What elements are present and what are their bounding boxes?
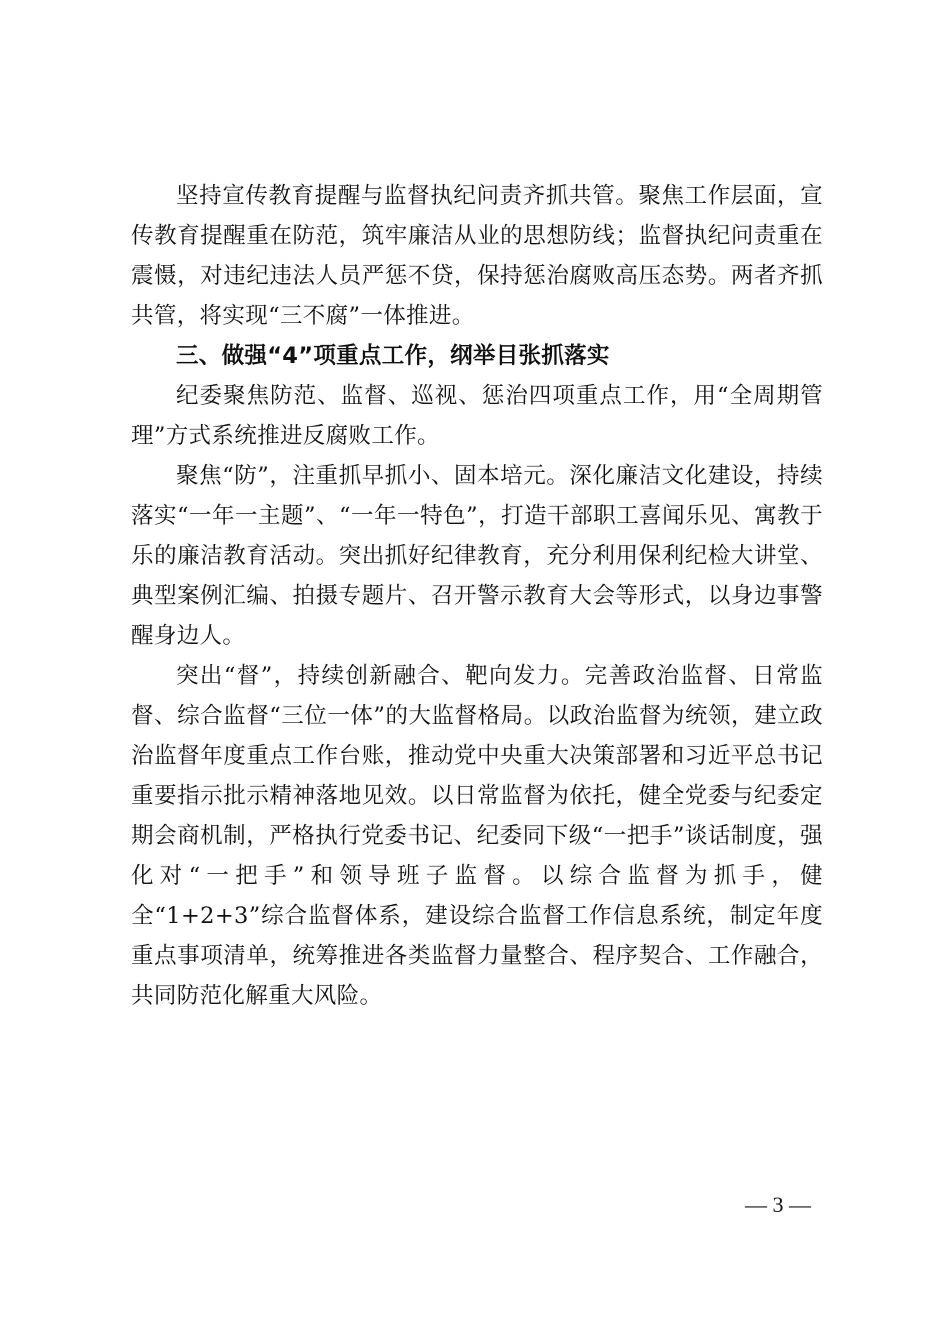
paragraph-joint-management: 坚持宣传教育提醒与监督执纪问责齐抓共管。聚焦工作层面，宣传教育提醒重在防范，筑牢廉洁从业的思想防线；监督执纪问责重在震慑，对违纪违法人员严惩不贷，保持惩治腐败高压态势。两者齐抓共管，将实现“三不腐”一体推进。: [131, 183, 823, 329]
document-body: [131, 176, 823, 1016]
page-number: — 3 —: [745, 1192, 811, 1217]
paragraph-prevention: 聚焦“防”，注重抓早抓小、固本培元。深化廉洁文化建设，持续落实“一年一主题”、“一年一特色”，打造干部职工喜闻乐见、寓教于乐的廉洁教育活动。突出抓好纪律教育，充分利用保利纪检大讲堂、典型案例汇编、拍摄专题片、召开警示教育大会等形式，以身边事警醒身边人。: [131, 463, 823, 649]
section-heading-three: 三、做强“4”项重点工作，纲举目张抓落实: [176, 343, 610, 369]
paragraph-supervision: 突出“督”，持续创新融合、靶向发力。完善政治监督、日常监督、综合监督“三位一体”的大监督格局。以政治监督为统领，建立政治监督年度重点工作台账，推动党中央重大决策部署和习近平总书记重要指示批示精神落地见效。以日常监督为依托，健全党委与纪委定期会商机制，严格执行党委书记、纪委同下级“一把手”谈话制度，强化对“一把手”和领导班子监督。以综合监督为抓手，健全“1+2+3”综合监督体系，建设综合监督工作信息系统，制定年度重点事项清单，统筹推进各类监督力量整合、程序契合、工作融合，共同防范化解重大风险。: [131, 663, 823, 1009]
paragraph-four-key-tasks: 纪委聚焦防范、监督、巡视、惩治四项重点工作，用“全周期管理”方式系统推进反腐败工作。: [131, 383, 823, 449]
